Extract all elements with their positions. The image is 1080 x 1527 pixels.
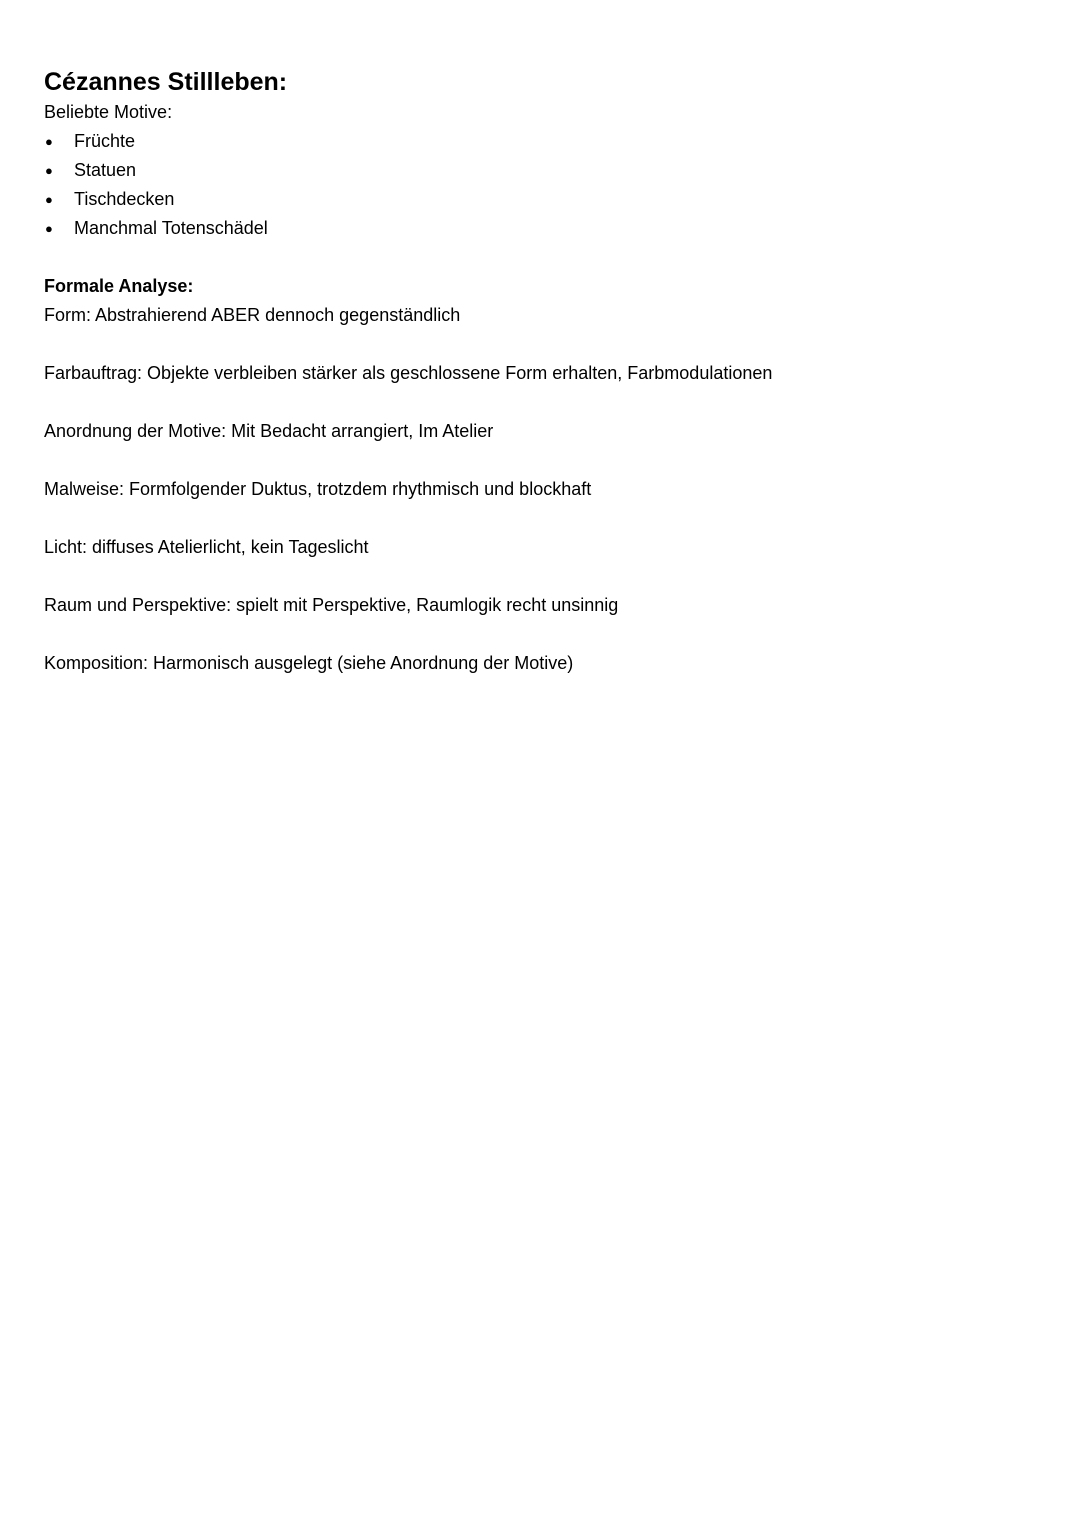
list-item [44, 214, 1044, 243]
analysis-farbauftrag: Farbauftrag: Objekte verbleiben stärker als geschlossene Form erhalten, Farbmodulationen [44, 363, 773, 383]
list-item-label: Früchte [74, 131, 136, 151]
list-item [44, 127, 1044, 156]
analysis-raum: Raum und Perspektive: spielt mit Perspektive, Raumlogik recht unsinnig [44, 595, 619, 615]
bullet-icon: ● [45, 134, 53, 149]
document-title: Cézannes Stillleben: [44, 68, 288, 96]
spacer [44, 620, 1044, 649]
spacer [44, 504, 1044, 533]
motive-list [44, 127, 1044, 243]
list-item [44, 156, 1044, 185]
analysis-anordnung: Anordnung der Motive: Mit Bedacht arrangiert, Im Atelier [44, 421, 494, 441]
analysis-heading: Formale Analyse: [44, 276, 194, 296]
list-item-label: Manchmal Totenschädel [74, 218, 268, 238]
bullet-icon: ● [45, 221, 53, 236]
bullet-icon: ● [45, 163, 53, 178]
list-item-label: Statuen [74, 160, 137, 180]
analysis-licht: Licht: diffuses Atelierlicht, kein Tageslicht [44, 537, 369, 557]
analysis-malweise: Malweise: Formfolgender Duktus, trotzdem rhythmisch und blockhaft [44, 479, 592, 499]
spacer [44, 388, 1044, 417]
document-page [44, 66, 1044, 678]
list-item [44, 185, 1044, 214]
analysis-form: Form: Abstrahierend ABER dennoch gegenständlich [44, 305, 461, 325]
spacer [44, 446, 1044, 475]
spacer [44, 243, 1044, 272]
analysis-komposition: Komposition: Harmonisch ausgelegt (siehe Anordnung der Motive) [44, 653, 574, 673]
list-item-label: Tischdecken [74, 189, 175, 209]
motive-heading: Beliebte Motive: [44, 102, 173, 122]
spacer [44, 562, 1044, 591]
bullet-icon: ● [45, 192, 53, 207]
spacer [44, 330, 1044, 359]
